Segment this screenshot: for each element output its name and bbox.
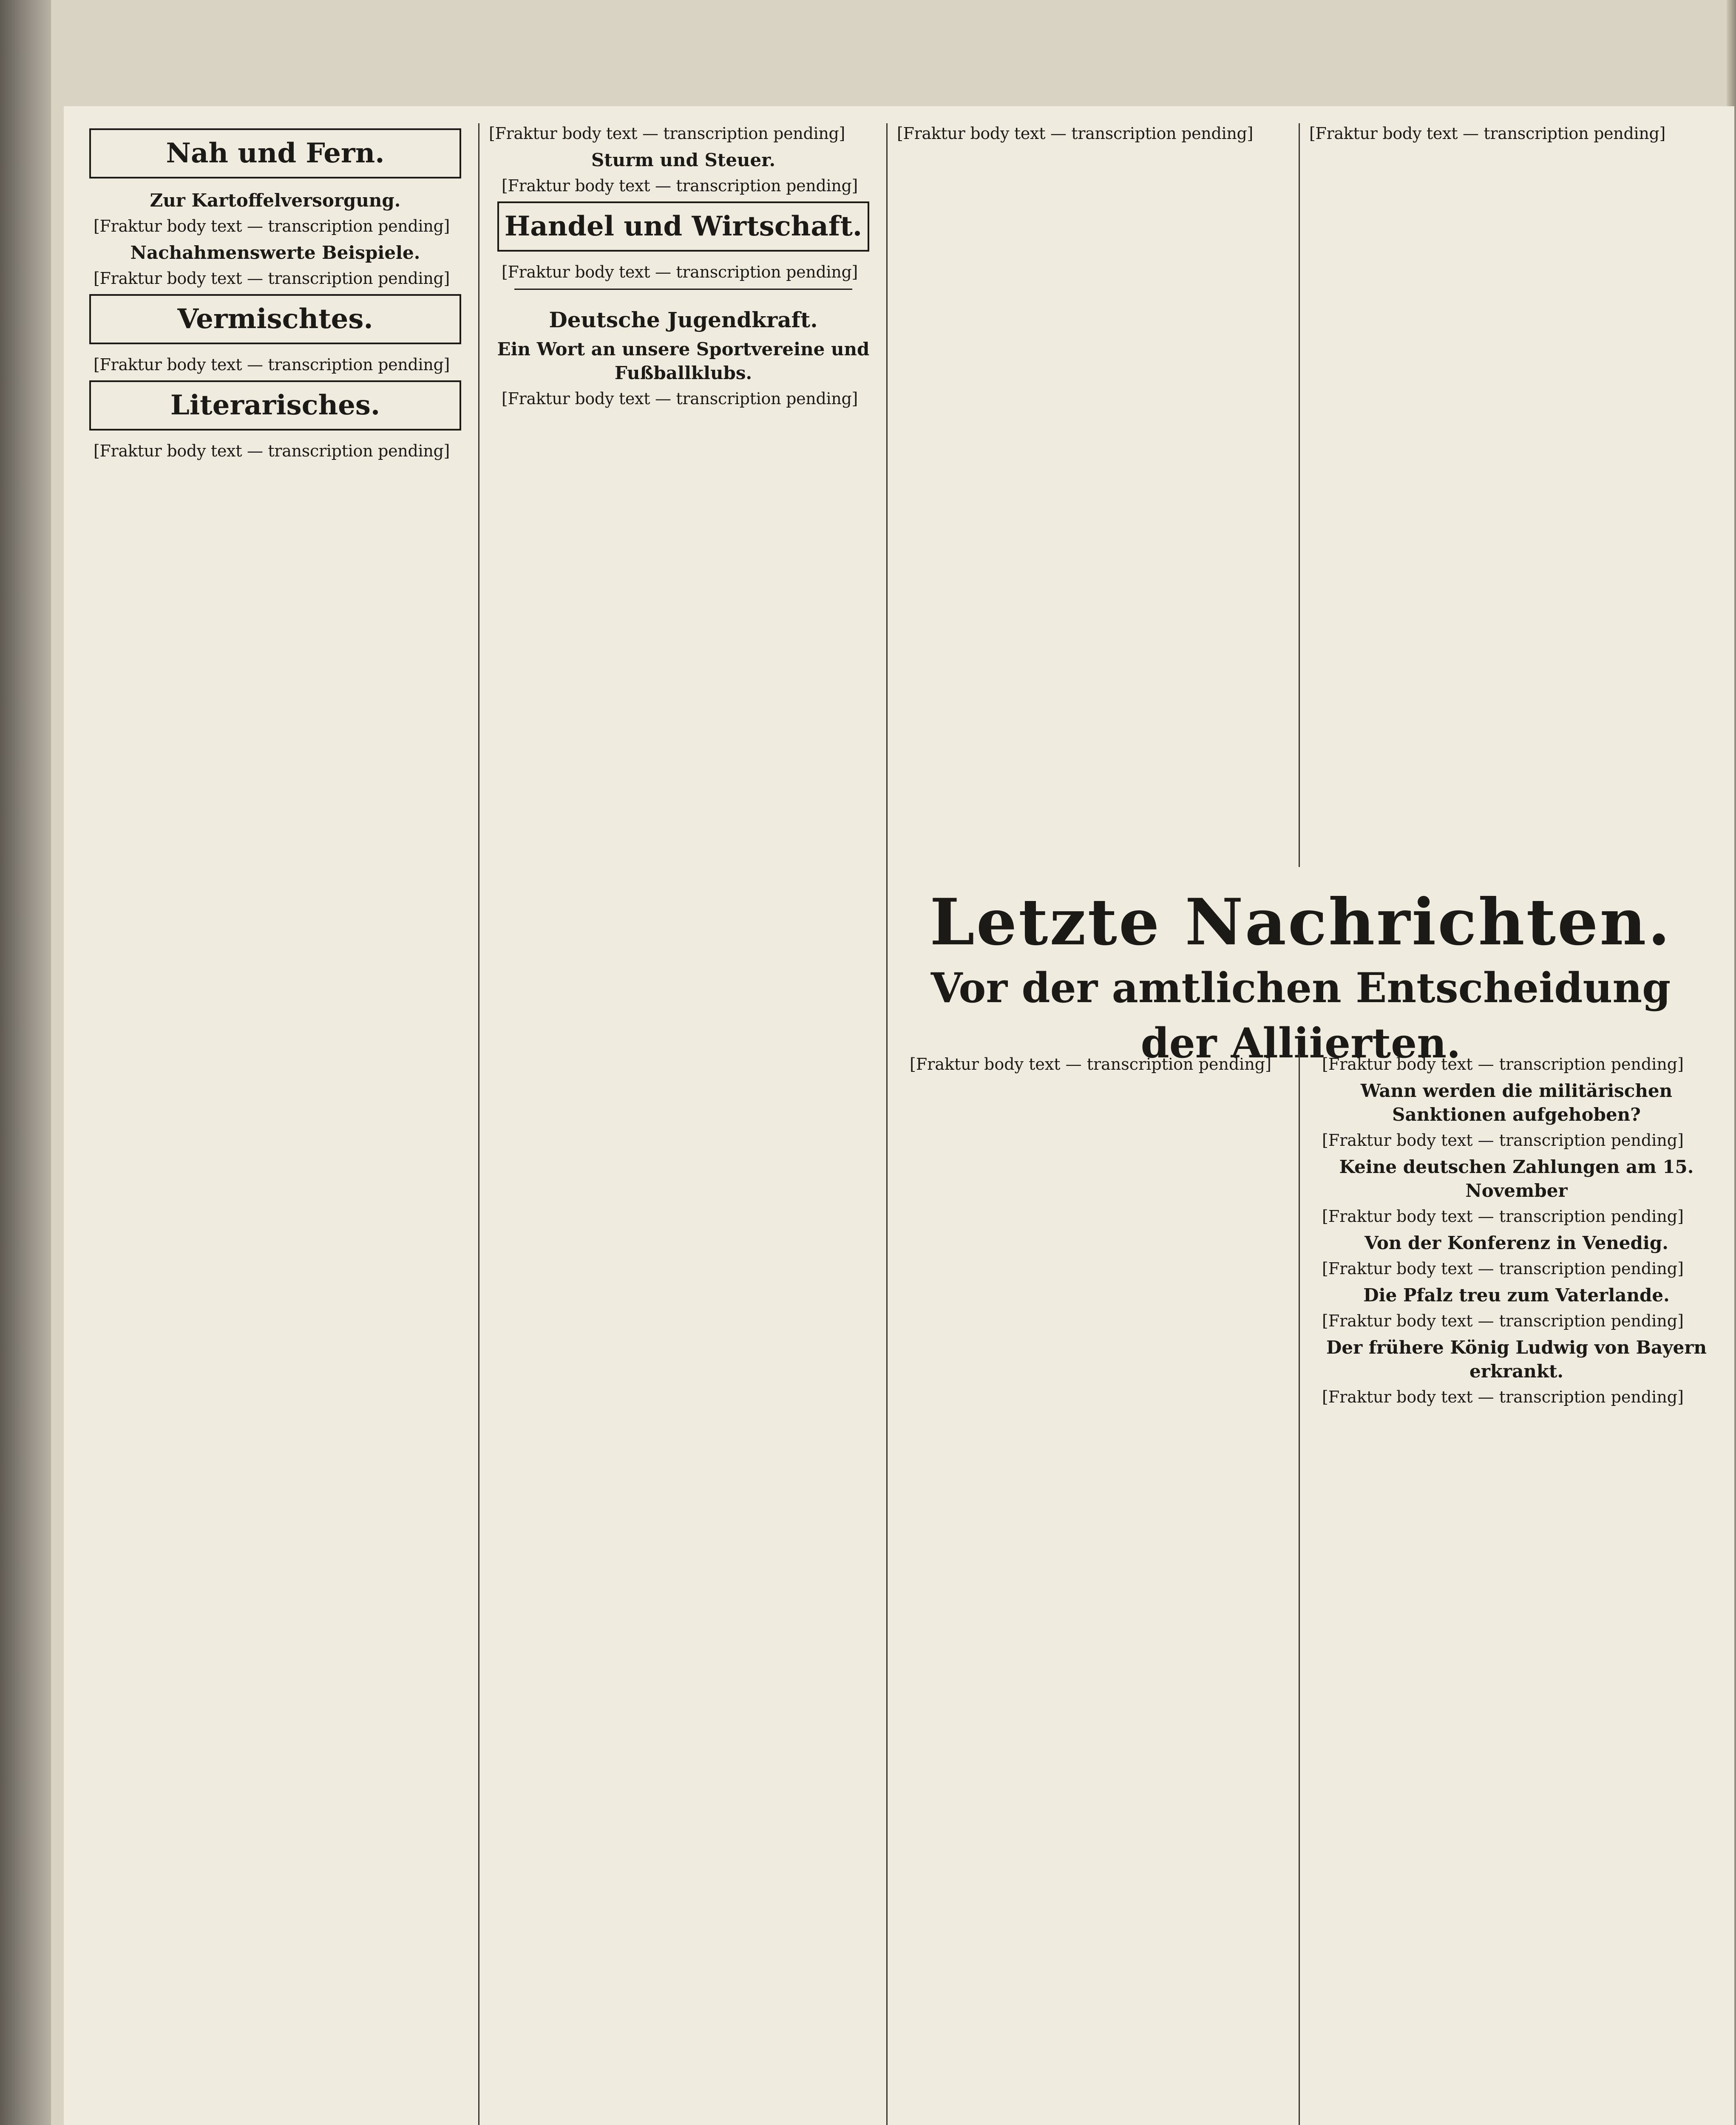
article-body: [Fraktur body text — transcription pending] — [94, 217, 450, 235]
subheading-zahlungen: Keine deutschen Zahlungen am 15. November — [1339, 1156, 1694, 1201]
article-body: [Fraktur body text — transcription pending] — [94, 269, 450, 288]
article-body: [Fraktur body text — transcription pending] — [1322, 1055, 1684, 1074]
subheading-venedig: Von der Konferenz in Venedig. — [1364, 1232, 1668, 1253]
column-divider — [478, 123, 479, 2125]
article-body: [Fraktur body text — transcription pending] — [94, 442, 450, 460]
article-body: [Fraktur body text — transcription pending] — [502, 263, 858, 281]
section-heading-literarisches: Literarisches. — [89, 380, 461, 431]
article-body: [Fraktur body text — transcription pending] — [1322, 1312, 1684, 1330]
subheading-sportvereine: Ein Wort an unsere Sportvereine und Fußballklubs. — [497, 339, 870, 383]
lower-column-4 — [1309, 1054, 1724, 2125]
article-body: [Fraktur body text — transcription pending] — [1322, 1388, 1684, 1406]
article-body: [Fraktur body text — transcription pending] — [910, 1055, 1271, 1074]
subheading-pfalz: Die Pfalz treu zum Vaterlande. — [1363, 1285, 1670, 1306]
subheading-sanktionen: Wann werden die militärischen Sanktionen aufgehoben? — [1360, 1080, 1673, 1125]
subheading-sturm-und-steuer: Sturm und Steuer. — [591, 150, 776, 170]
column-3 — [897, 123, 1286, 867]
subheading-nachahmenswerte-beispiele: Nachahmenswerte Beispiele. — [130, 242, 420, 263]
heading-deutsche-jugendkraft: Deutsche Jugendkraft. — [549, 307, 818, 332]
article-body: [Fraktur body text — transcription pending] — [502, 389, 858, 408]
column-2 — [489, 123, 878, 2125]
banner-subtitle: Vor der amtlichen Entscheidung der Alliierten. — [930, 964, 1671, 1067]
article-body: [Fraktur body text — transcription pending] — [897, 124, 1254, 143]
subheading-koenig-ludwig: Der frühere König Ludwig von Bayern erkrankt. — [1326, 1337, 1707, 1382]
article-body: [Fraktur body text — transcription pending] — [1322, 1131, 1684, 1150]
divider-rule — [514, 289, 852, 290]
column-4 — [1309, 123, 1698, 867]
subheading-kartoffelversorgung: Zur Kartoffelversorgung. — [150, 190, 401, 211]
banner-letzte-nachrichten — [897, 884, 1705, 1071]
article-body: [Fraktur body text — transcription pending] — [94, 355, 450, 374]
article-body: [Fraktur body text — transcription pending] — [502, 176, 858, 195]
newspaper-page — [64, 106, 1734, 2125]
section-heading-handel-und-wirtschaft: Handel und Wirtschaft. — [497, 201, 869, 252]
book-binding-shadow — [0, 0, 51, 2125]
article-body: [Fraktur body text — transcription pending] — [1309, 124, 1666, 143]
lower-column-3 — [897, 1054, 1311, 2125]
section-heading-nah-und-fern: Nah und Fern. — [89, 128, 461, 178]
column-1 — [81, 123, 470, 2125]
article-body: [Fraktur body text — transcription pending] — [489, 124, 845, 143]
article-body: [Fraktur body text — transcription pending] — [1322, 1207, 1684, 1226]
article-body: [Fraktur body text — transcription pending] — [1322, 1259, 1684, 1278]
column-divider — [1299, 1054, 1300, 2125]
section-heading-vermischtes: Vermischtes. — [89, 294, 461, 344]
column-divider — [1299, 123, 1300, 867]
banner-title: Letzte Nachrichten. — [930, 885, 1672, 960]
column-divider — [886, 123, 888, 2125]
